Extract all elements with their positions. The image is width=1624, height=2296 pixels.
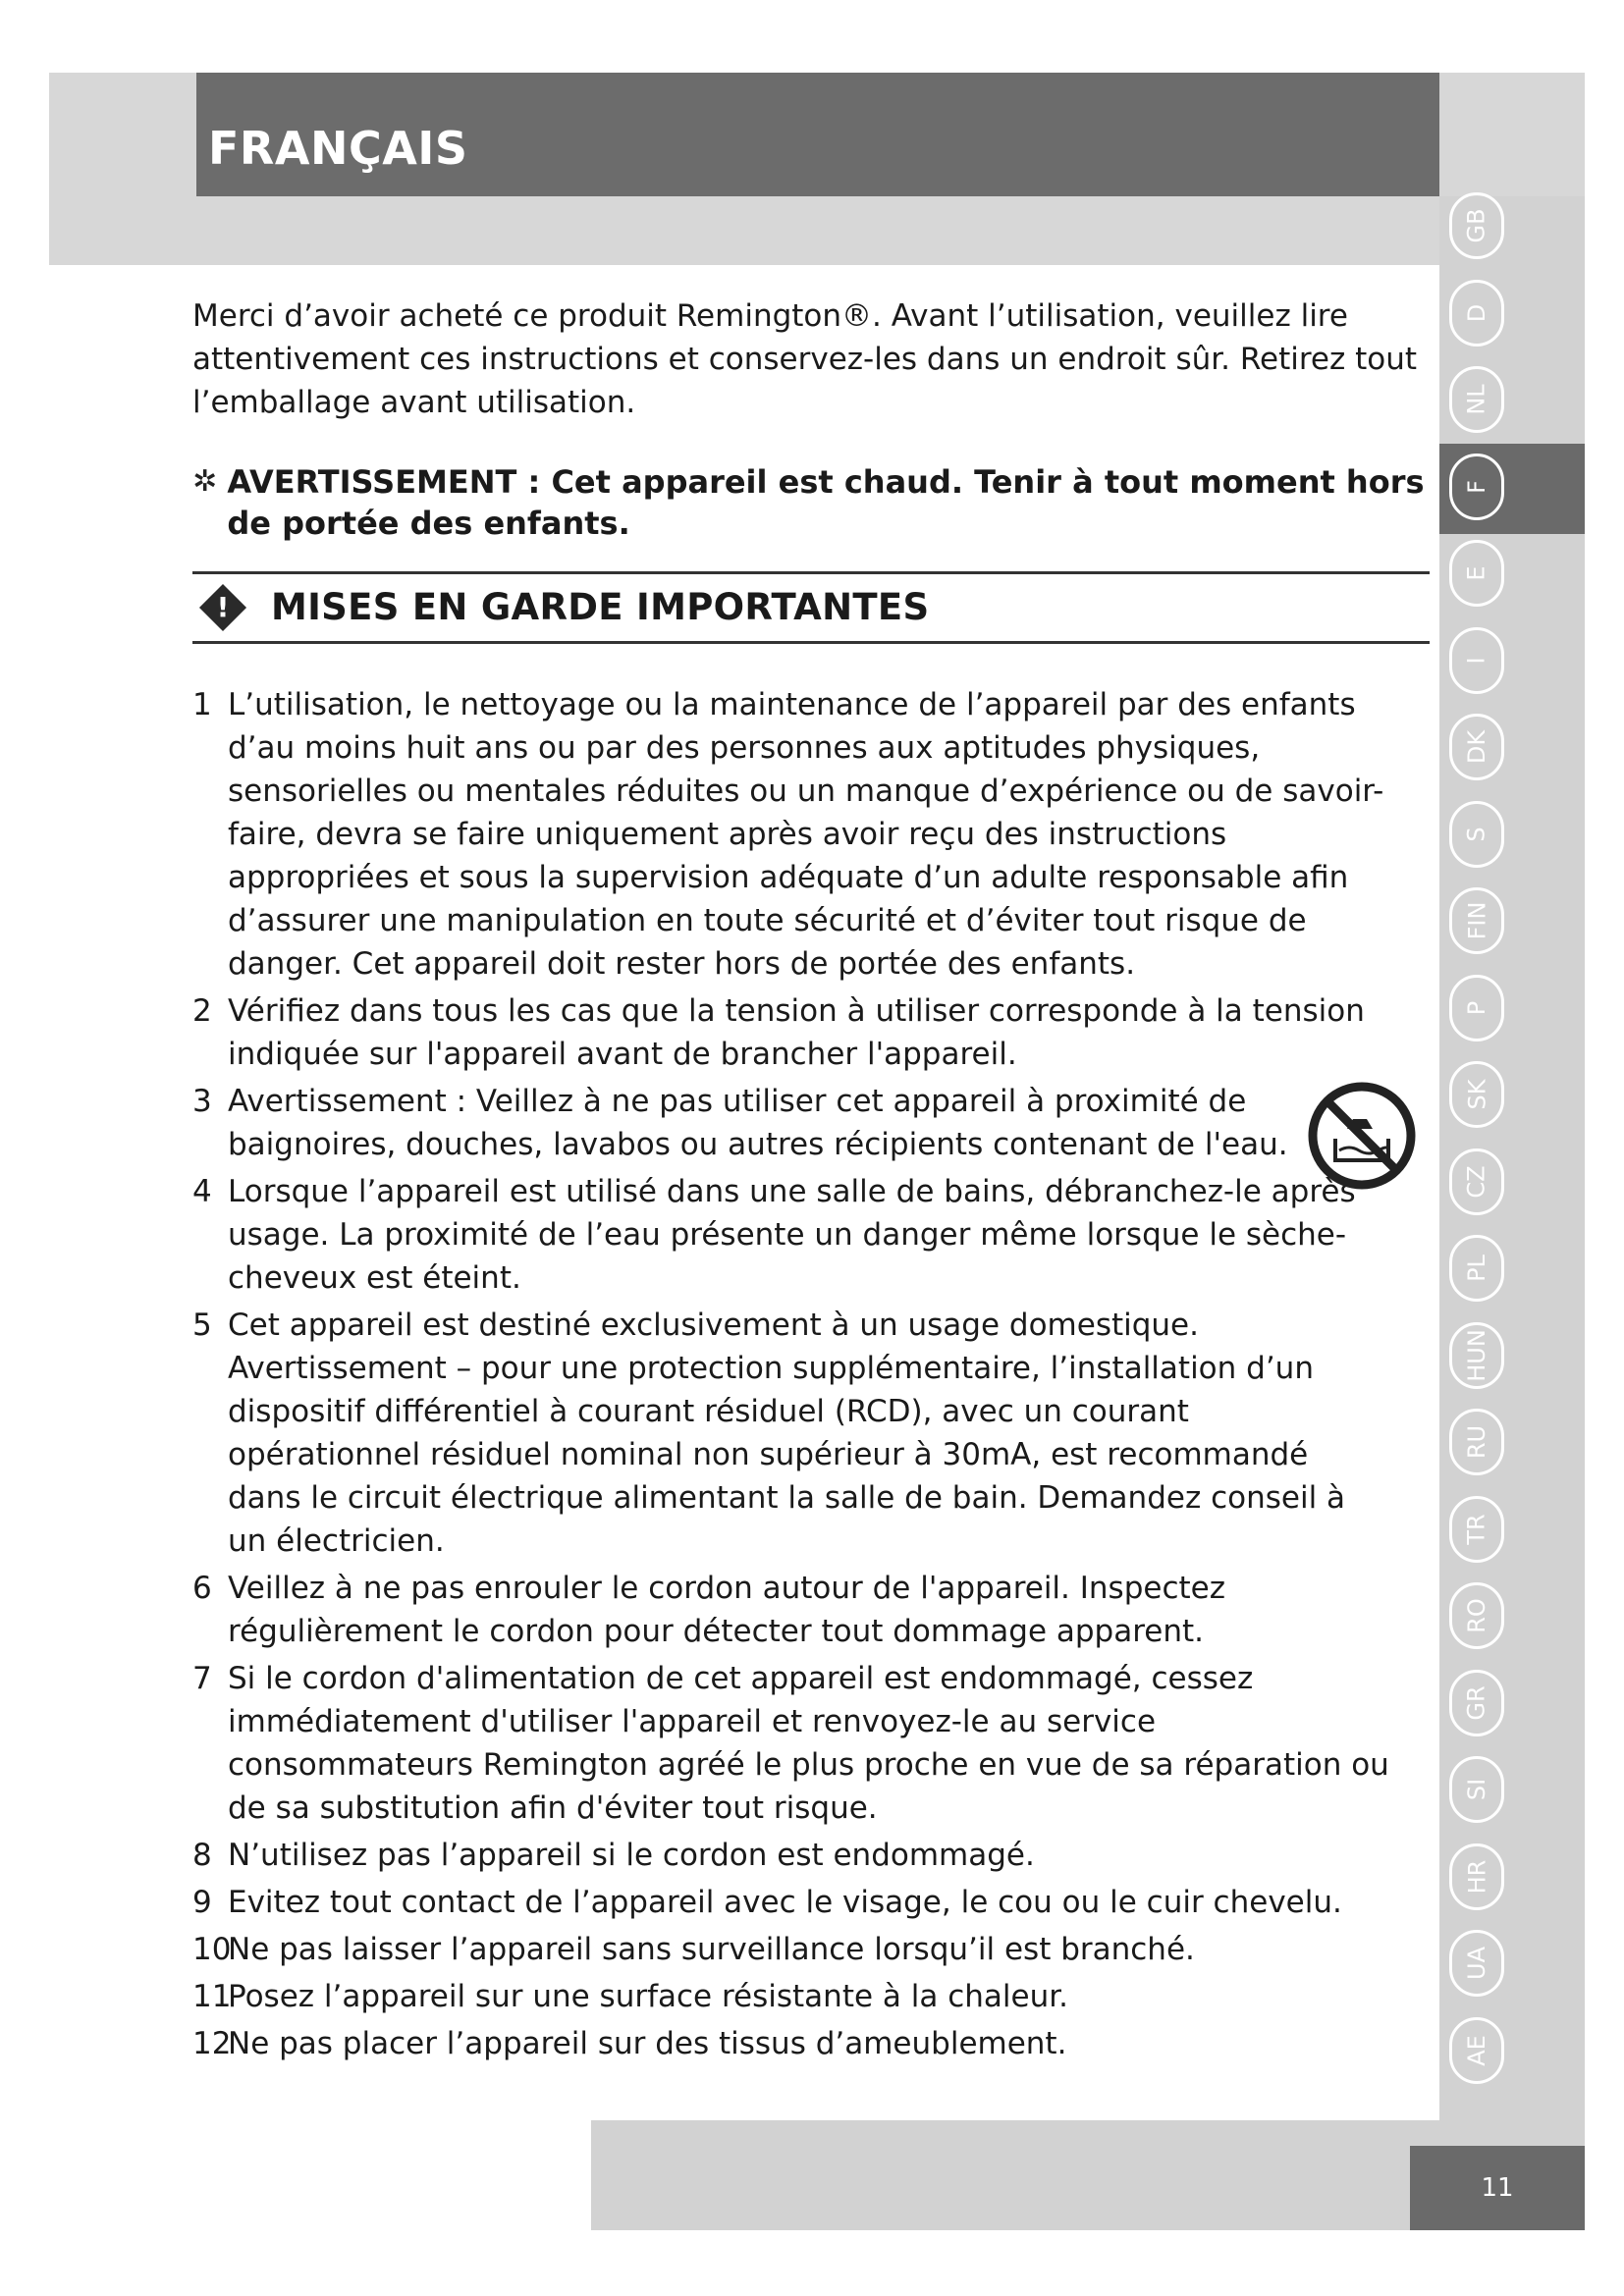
language-tab-label: E bbox=[1462, 565, 1490, 581]
language-tab-label: RO bbox=[1462, 1598, 1490, 1633]
language-tab-label: TR bbox=[1463, 1513, 1490, 1545]
list-item bbox=[192, 683, 1430, 986]
list-item bbox=[192, 1975, 1430, 2018]
language-tab-gr[interactable] bbox=[1449, 1670, 1504, 1736]
item-number: 7 bbox=[192, 1661, 212, 1696]
language-tab-sk[interactable] bbox=[1449, 1061, 1504, 1128]
language-tab-label: GB bbox=[1463, 208, 1490, 243]
item-text: Evitez tout contact de l’appareil avec le visage, le cou ou le cuir chevelu. bbox=[228, 1885, 1342, 1920]
item-text: Avertissement : Veillez à ne pas utiliser cet appareil à proximité de baignoires, douches, lavabos ou autres récipients contenant de l'eau. bbox=[228, 1084, 1288, 1162]
language-tab-dk[interactable] bbox=[1449, 714, 1504, 780]
hot-warning bbox=[192, 461, 1430, 544]
item-text: Posez l’appareil sur une surface résistante à la chaleur. bbox=[228, 1979, 1068, 2014]
hot-surface-icon: ✲ bbox=[192, 464, 218, 499]
language-tab-fin[interactable] bbox=[1449, 887, 1504, 954]
language-tab-d[interactable] bbox=[1449, 280, 1504, 347]
item-number: 2 bbox=[192, 993, 212, 1029]
list-item bbox=[192, 1881, 1430, 1924]
item-text: Ne pas placer l’appareil sur des tissus d’ameublement. bbox=[228, 2026, 1067, 2061]
safety-list bbox=[192, 683, 1430, 2065]
item-number: 8 bbox=[192, 1838, 212, 1873]
list-item bbox=[192, 1567, 1430, 1653]
language-tab-label: FIN bbox=[1463, 901, 1490, 940]
main-content bbox=[192, 294, 1430, 2069]
caution-icon: ! bbox=[199, 584, 246, 631]
language-tab-p[interactable] bbox=[1449, 975, 1504, 1041]
language-tab-label: SI bbox=[1463, 1778, 1490, 1801]
list-item bbox=[192, 2022, 1430, 2065]
list-item bbox=[192, 1928, 1430, 1971]
language-tab-e[interactable] bbox=[1449, 540, 1504, 607]
intro-text: Merci d’avoir acheté ce produit Remington®. Avant l’utilisation, veuillez lire attentivement ces instructions et conservez-les dans un endroit sûr. Retirez tout l’emballage avant utilisation. bbox=[192, 298, 1418, 420]
item-number: 3 bbox=[192, 1084, 212, 1119]
item-text: N’utilisez pas l’appareil si le cordon est endommagé. bbox=[228, 1838, 1035, 1873]
item-text: Ne pas laisser l’appareil sans surveillance lorsqu’il est branché. bbox=[228, 1932, 1195, 1967]
section-title: MISES EN GARDE IMPORTANTES bbox=[271, 586, 930, 628]
language-tab-label: CZ bbox=[1462, 1164, 1490, 1199]
language-tab-s[interactable] bbox=[1449, 801, 1504, 868]
divider bbox=[192, 641, 1430, 644]
language-tab-label: GR bbox=[1463, 1684, 1490, 1721]
item-text: Cet appareil est destiné exclusivement à un usage domestique. Avertissement – pour une protection supplémentaire, l’installation d’un dispositif différentiel à courant résiduel (RCD), avec un courant opérationnel résiduel nominal non supérieur à 30mA, est recommandé dans le circuit électrique alimentant la salle de bain. Demandez conseil à un électricien. bbox=[228, 1308, 1346, 1559]
language-tab-label: NL bbox=[1462, 384, 1490, 415]
item-text: Vérifiez dans tous les cas que la tension à utiliser corresponde à la tension indiquée sur l'appareil avant de brancher l'appareil. bbox=[228, 993, 1365, 1072]
item-number: 6 bbox=[192, 1571, 212, 1606]
language-tab-cz[interactable] bbox=[1449, 1148, 1504, 1215]
language-tab-i[interactable] bbox=[1449, 627, 1504, 694]
language-tab-label: S bbox=[1462, 826, 1490, 842]
list-item bbox=[192, 989, 1430, 1076]
language-tab-label: I bbox=[1462, 656, 1490, 665]
page-title: FRANÇAIS bbox=[208, 122, 468, 175]
language-tab-ro[interactable] bbox=[1449, 1582, 1504, 1649]
item-text: L’utilisation, le nettoyage ou la maintenance de l’appareil par des enfants d’au moins huit ans ou par des personnes aux aptitudes physiques, sensorielles ou mentales réduites ou un manque d’expérience ou de savoir-faire, devra se faire uniquement après avoir reçu des instructions appropriées et sous la supervision adéquate d’un adulte responsable afin d’assurer une manipulation en toute sécurité et d’éviter tout risque de danger. Cet appareil doit rester hors de portée des enfants. bbox=[228, 687, 1384, 982]
item-text: Veillez à ne pas enrouler le cordon autour de l'appareil. Inspectez régulièrement le cordon pour détecter tout dommage apparent. bbox=[228, 1571, 1225, 1649]
language-tab-label: AE bbox=[1463, 2034, 1490, 2066]
list-item bbox=[192, 1657, 1430, 1830]
intro-paragraph bbox=[192, 294, 1430, 424]
item-number: 11 bbox=[192, 1979, 232, 2014]
language-tab-label: SK bbox=[1462, 1079, 1490, 1110]
language-tab-ua[interactable] bbox=[1449, 1930, 1504, 1997]
language-tab-tr[interactable] bbox=[1449, 1496, 1504, 1563]
language-tab-label: DK bbox=[1463, 729, 1490, 765]
language-tab-ae[interactable] bbox=[1449, 2017, 1504, 2084]
item-number: 4 bbox=[192, 1174, 212, 1209]
language-tab-label: RU bbox=[1463, 1424, 1490, 1460]
language-tab-label: UA bbox=[1462, 1947, 1490, 1980]
language-tab-label: HR bbox=[1462, 1859, 1490, 1894]
language-tab-f[interactable] bbox=[1449, 454, 1504, 520]
language-tab-ru[interactable] bbox=[1449, 1409, 1504, 1475]
language-tab-label: P bbox=[1462, 1000, 1490, 1015]
no-water-icon bbox=[1306, 1080, 1418, 1192]
list-item bbox=[192, 1304, 1430, 1563]
language-tab-label: D bbox=[1462, 303, 1490, 322]
item-text: Lorsque l’appareil est utilisé dans une salle de bains, débranchez-le après usage. La proximité de l’eau présente un danger même lorsque le sèche-cheveux est éteint. bbox=[228, 1174, 1356, 1296]
language-tab-hr[interactable] bbox=[1449, 1843, 1504, 1910]
list-item bbox=[192, 1834, 1430, 1877]
item-number: 9 bbox=[192, 1885, 212, 1920]
list-item bbox=[192, 1080, 1430, 1166]
language-tab-nl[interactable] bbox=[1449, 366, 1504, 433]
language-tab-pl[interactable] bbox=[1449, 1235, 1504, 1302]
language-tab-label: HUN bbox=[1463, 1328, 1491, 1382]
list-item bbox=[192, 1170, 1430, 1300]
language-tab-hun[interactable] bbox=[1449, 1322, 1504, 1389]
item-number: 5 bbox=[192, 1308, 212, 1343]
language-tab-label: F bbox=[1463, 479, 1490, 494]
language-tab-gb[interactable] bbox=[1449, 192, 1504, 259]
item-text: Si le cordon d'alimentation de cet appareil est endommagé, cessez immédiatement d'utiliser l'appareil et renvoyez-le au service consommateurs Remington agréé le plus proche en vue de sa réparation ou de sa substitution afin d'éviter tout risque. bbox=[228, 1661, 1389, 1826]
item-number: 1 bbox=[192, 687, 212, 722]
item-number: 10 bbox=[192, 1932, 232, 1967]
warning-text: AVERTISSEMENT : Cet appareil est chaud. Tenir à tout moment hors de portée des enfants. bbox=[227, 463, 1425, 542]
section-header bbox=[192, 574, 1430, 641]
page-number: 11 bbox=[1410, 2146, 1585, 2230]
item-number: 12 bbox=[192, 2026, 232, 2061]
language-tab-label: PL bbox=[1463, 1255, 1490, 1282]
language-tab-si[interactable] bbox=[1449, 1756, 1504, 1823]
